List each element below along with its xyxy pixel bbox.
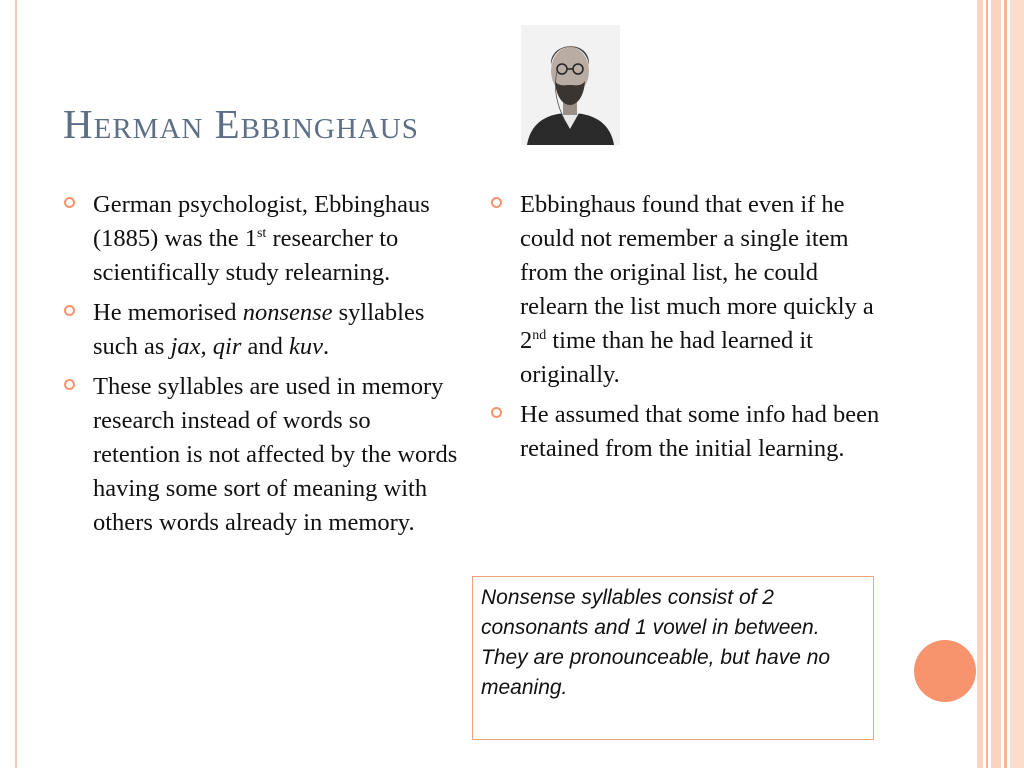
- bullet-text: .: [322, 333, 330, 360]
- bullet-text: researcher to scientifically study relearning.: [93, 225, 399, 286]
- bullet-text: and: [241, 333, 289, 360]
- bullet-item: [490, 188, 890, 392]
- left-column: [63, 188, 463, 546]
- right-column: [490, 188, 890, 472]
- right-decorative-stripes: [977, 0, 1024, 768]
- bullet-circle-icon: [491, 197, 502, 208]
- bullet-text: German psychologist, Ebbinghaus (1885) was the 1: [93, 191, 430, 252]
- superscript-text: nd: [532, 328, 547, 343]
- left-border-rule: [15, 0, 17, 768]
- bullet-item: [63, 296, 463, 364]
- bullet-circle-icon: [64, 305, 75, 316]
- bullet-text: time than he had learned it originally.: [520, 327, 813, 388]
- italic-text: kuv: [288, 333, 323, 360]
- bullet-item: [490, 398, 890, 466]
- bullet-text: He memorised: [93, 299, 243, 326]
- bullet-text: He assumed that some info had been retained from the initial learning.: [520, 401, 880, 462]
- superscript-text: st: [256, 226, 267, 241]
- slide-title: Herman Ebbinghaus: [63, 101, 419, 147]
- italic-text: jax, qir: [170, 333, 242, 360]
- bullet-text: Ebbinghaus found that even if he could not remember a single item from the original list, he could relearn the list much more quickly a 2: [520, 191, 874, 354]
- bullet-circle-icon: [491, 407, 502, 418]
- bullet-item: [63, 188, 463, 290]
- bullet-text: These syllables are used in memory research instead of words so retention is not affected by the words having some sort of meaning with others words already in memory.: [93, 373, 458, 536]
- decorative-circle: [914, 640, 976, 702]
- italic-text: nonsense: [242, 299, 333, 326]
- bullet-item: [63, 370, 463, 540]
- bullet-text: syllables such as: [93, 299, 425, 360]
- portrait-photo-icon: [521, 25, 620, 145]
- note-box: Nonsense syllables consist of 2 consonants and 1 vowel in between. They are pronounceable, but have no meaning.: [472, 576, 874, 740]
- bullet-circle-icon: [64, 379, 75, 390]
- bullet-circle-icon: [64, 197, 75, 208]
